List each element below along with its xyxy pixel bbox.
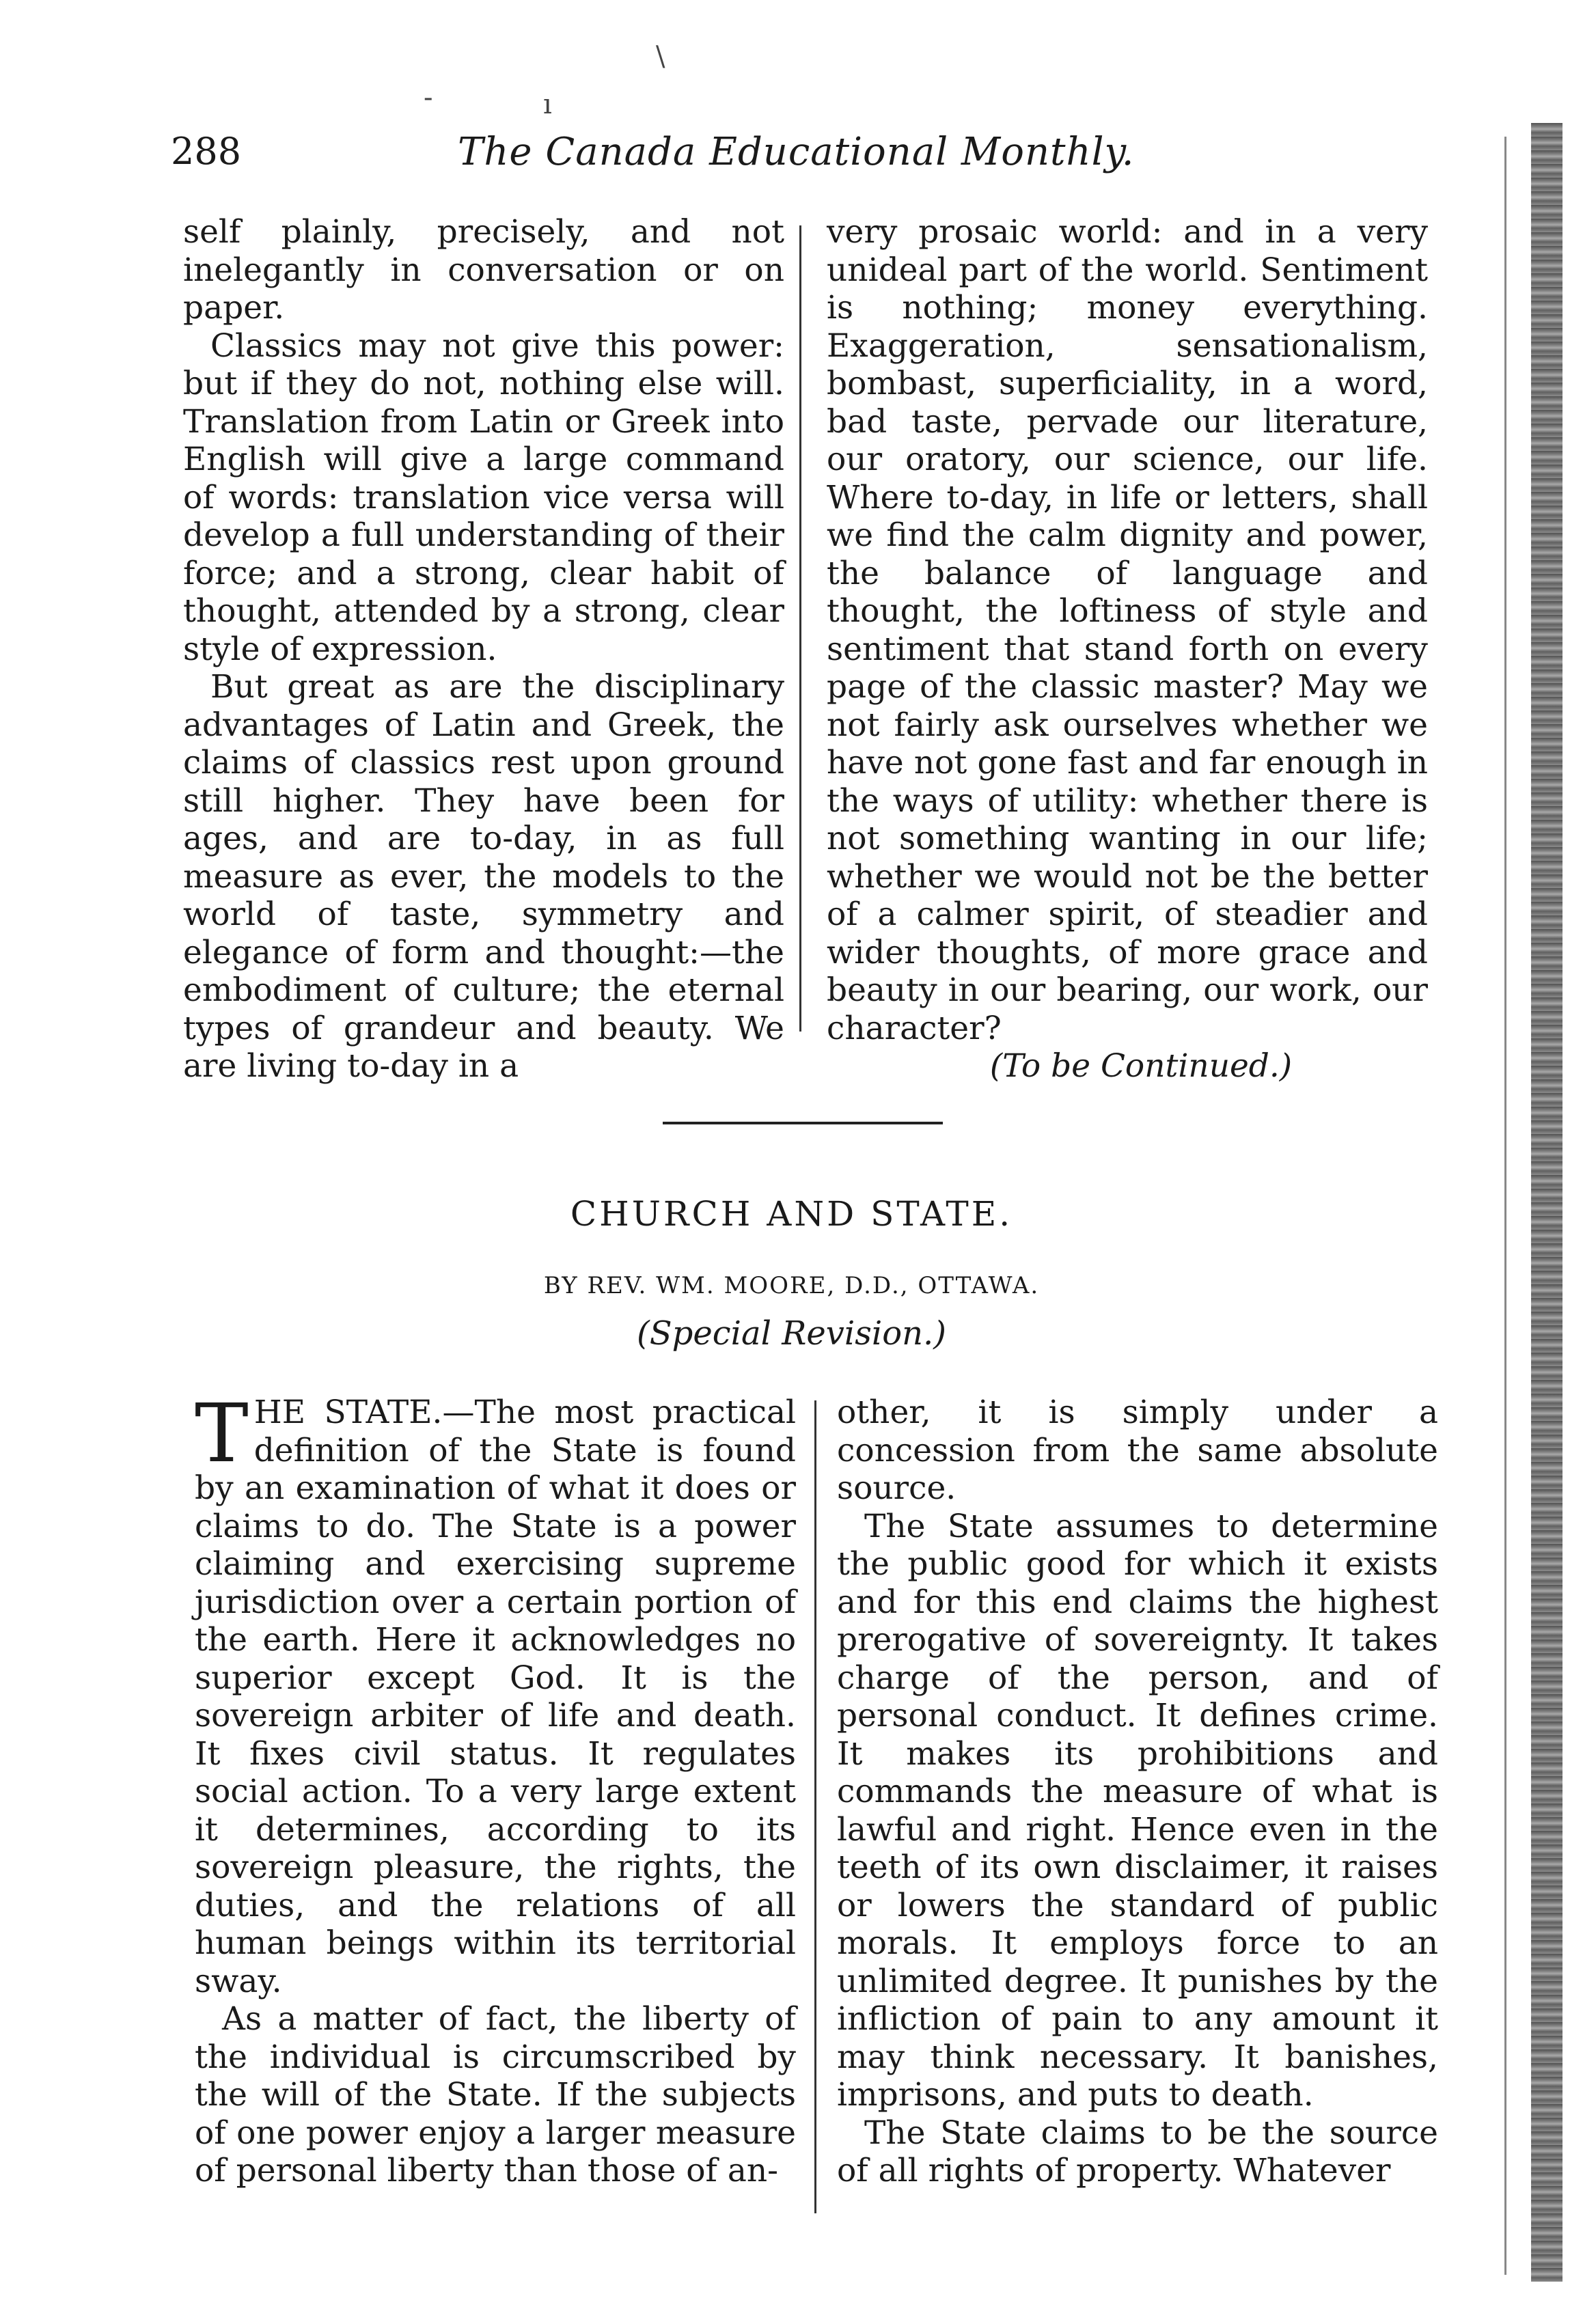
paragraph: very prosaic world: and in a very unideal part of the world. Sentiment is nothing; money everything. Exaggeration, sensationalism, bombast, superficiality, in a word, bad taste, pervade our literature, our oratory, our science, our life. Where to-day, in life or letters, shall we find the calm dignity and power, the balance of language and thought, the loftiness of style and sentiment that stand forth on every page of the classic master? May we not fairly ask ourselves whether we have not gone fast and far enough in the ways of utility: whether there is not something wanting in our life; whether we would not be the better of a calmer spirit, of steadier and wider thoughts, of more grace and beauty in our bearing, our work, our character? [827,213,1428,1047]
paragraph: But great as are the disciplinary advantages of Latin and Greek, the claims of classics rest upon ground still higher. They have been for ages, and are to-day, in as full measure as ever, the models to the world of taste, symmetry and elegance of form and thought:—the embodiment of culture; the eternal types of grandeur and beauty. We are living to-day in a [183,668,784,1085]
paragraph: Classics may not give this power: but if they do not, nothing else will. Translation from Latin or Greek into English will give a large command of words: translation vice versa will develop a full understanding of their force; and a strong, clear habit of thought, attended by a strong, clear style of expression. [183,327,784,668]
top-right-column [827,213,1428,1085]
bottom-right-column [837,1394,1438,2190]
paragraph: As a matter of fact, the liberty of the individual is circumscribed by the will of the State. If the subjects of one power enjoy a larger measure of personal liberty than those of an- [195,2000,796,2189]
top-left-column [183,213,784,1085]
running-title: The Canada Educational Monthly. [458,130,1135,174]
paragraph: The State claims to be the source of all rights of property. Whatever [837,2114,1438,2189]
paragraph: The State assumes to determine the public good for which it exists and for this end claims the highest prerogative of sovereignty. It takes charge of the person, and of personal conduct. It defines crime. It makes its prohibitions and commands the measure of what is lawful and right. Hence even in the teeth of its own disclaimer, it raises or lowers the standard of public morals. It employs force to an unlimited degree. It punishes by the infliction of pain to any amount it may think necessary. It banishes, imprisons, and puts to death. [837,1507,1438,2114]
paragraph [195,1386,796,2000]
section-rule [663,1122,943,1124]
paragraph: other, it is simply under a concession from the same absolute source. [837,1394,1438,1507]
scan-edge-strip [1531,123,1563,2282]
page-number: 288 [171,130,242,173]
column-divider-top [799,225,801,1032]
page-edge-line [1504,137,1506,2275]
column-divider-bottom [814,1400,816,2213]
bottom-left-column [195,1386,796,2190]
page-header [171,130,1148,184]
article-byline: BY REV. WM. MOORE, D.D., OTTAWA. [543,1272,1040,1299]
scan-mark-2: ı [543,89,552,120]
scan-mark-1: - [424,82,433,113]
paragraph-text: HE STATE.—The most practical definition of the State is found by an examination of what it does or claims to do. The State is a power claiming and exercising supreme jurisdiction over a certain portion of the earth. Here it acknowledges no superior except God. It is the sovereign arbiter of life and death. It fixes civil status. It regulates social action. To a very large extent it determines, according to its sovereign pleasure, the rights, the duties, and the relations of all human beings within its territorial sway. [195,1394,796,2000]
drop-cap: T [195,1386,249,1480]
article-title: CHURCH AND STATE. [570,1194,1013,1234]
article-revision-note: (Special Revision.) [637,1314,946,1353]
continued-note: (To be Continued.) [989,1047,1293,1085]
scan-mark-3: \ [656,41,665,72]
paragraph: self plainly, precisely, and not inelegantly in conversation or on paper. [183,213,784,327]
